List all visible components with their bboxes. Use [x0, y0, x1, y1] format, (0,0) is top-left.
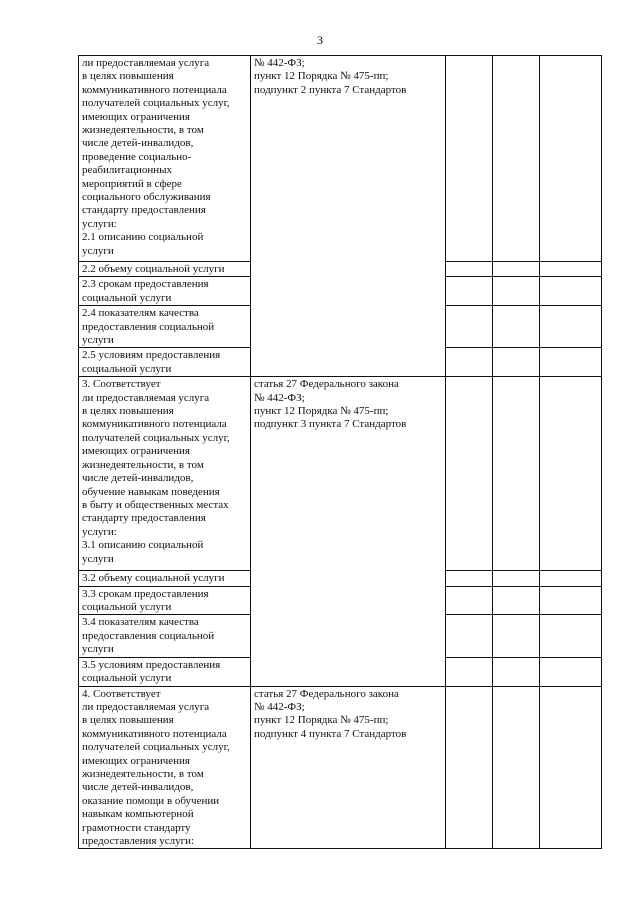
basis-line: № 442-ФЗ; — [254, 391, 305, 404]
criterion-line: услуги — [82, 552, 114, 565]
note-cell[interactable] — [540, 657, 602, 686]
answer-cell-no[interactable] — [493, 348, 540, 377]
criterion-line: имеющих ограничения — [82, 445, 190, 458]
criterion-line: услуги: — [82, 525, 117, 538]
note-cell[interactable] — [540, 686, 602, 849]
answer-cell-yes[interactable] — [446, 586, 493, 615]
criterion-cell — [79, 377, 251, 571]
criterion-line: реабилитационных — [82, 164, 173, 177]
criterion-line: 2.4 показателям качества — [82, 307, 199, 320]
criterion-line: ли предоставляемая услуга — [82, 391, 210, 404]
criterion-line: социальной услуги — [82, 362, 172, 375]
checklist-table — [78, 55, 602, 849]
basis-line: пункт 12 Порядка № 475-пп; — [254, 70, 389, 83]
criterion-line: 3.1 описанию социальной — [82, 539, 204, 552]
answer-cell-no[interactable] — [493, 262, 540, 277]
legal-basis-cell — [251, 686, 446, 849]
criterion-line: коммуникативного потенциала — [82, 83, 227, 96]
criterion-line: числе детей-инвалидов, — [82, 472, 194, 485]
table-row — [79, 377, 602, 571]
criterion-line: коммуникативного потенциала — [82, 418, 227, 431]
criterion-line: жизнедеятельности, в том — [82, 458, 204, 471]
answer-cell-no[interactable] — [493, 615, 540, 657]
page-number: 3 — [317, 33, 323, 47]
criterion-line: имеющих ограничения — [82, 754, 190, 767]
criterion-line: услуги — [82, 244, 114, 257]
answer-cell-no[interactable] — [493, 686, 540, 849]
criterion-line: 2.1 описанию социальной — [82, 231, 204, 244]
note-cell[interactable] — [540, 306, 602, 348]
criterion-line: в целях повышения — [82, 405, 174, 418]
criterion-cell — [79, 615, 251, 657]
answer-cell-yes[interactable] — [446, 262, 493, 277]
note-cell[interactable] — [540, 56, 602, 262]
answer-cell-yes[interactable] — [446, 571, 493, 586]
answer-cell-no[interactable] — [493, 586, 540, 615]
criterion-line: услуги: — [82, 217, 117, 230]
note-cell[interactable] — [540, 615, 602, 657]
criterion-line: 3.5 условиям предоставления — [82, 658, 221, 671]
criterion-line: стандарту предоставления — [82, 204, 206, 217]
answer-cell-no[interactable] — [493, 377, 540, 571]
legal-basis-cell — [251, 56, 446, 377]
basis-line: статья 27 Федерального закона — [254, 378, 399, 391]
criterion-line: 2.3 срокам предоставления — [82, 278, 209, 291]
criterion-line: 3.4 показателям качества — [82, 616, 199, 629]
note-cell[interactable] — [540, 277, 602, 306]
basis-line: статья 27 Федерального закона — [254, 687, 399, 700]
criterion-line: услуги — [82, 334, 114, 347]
criterion-line: коммуникативного потенциала — [82, 727, 227, 740]
basis-line: пункт 12 Порядка № 475-пп; — [254, 714, 389, 727]
criterion-line: 2.2 объему социальной услуги — [82, 263, 225, 275]
criterion-line: предоставления социальной — [82, 320, 215, 333]
criterion-line: 3. Соответствует — [82, 378, 161, 391]
basis-line: подпункт 3 пункта 7 Стандартов — [254, 418, 407, 431]
note-cell[interactable] — [540, 586, 602, 615]
criterion-line: числе детей-инвалидов, — [82, 137, 194, 150]
basis-line: № 442-ФЗ; — [254, 57, 305, 69]
answer-cell-no[interactable] — [493, 571, 540, 586]
criterion-line: обучение навыкам поведения — [82, 485, 220, 498]
criterion-cell — [79, 348, 251, 377]
criterion-line: социальной услуги — [82, 601, 172, 614]
criterion-line: социальной услуги — [82, 291, 172, 304]
criterion-line: грамотности стандарту — [82, 821, 191, 834]
criterion-line: жизнедеятельности, в том — [82, 767, 204, 780]
criterion-line: 3.2 объему социальной услуги — [82, 572, 225, 585]
answer-cell-yes[interactable] — [446, 348, 493, 377]
basis-line: подпункт 4 пункта 7 Стандартов — [254, 727, 407, 740]
basis-line: подпункт 2 пункта 7 Стандартов — [254, 83, 407, 96]
answer-cell-yes[interactable] — [446, 306, 493, 348]
criterion-line: 2.5 условиям предоставления — [82, 349, 221, 362]
criterion-line: получателей социальных услуг, — [82, 431, 230, 444]
criterion-line: в целях повышения — [82, 714, 174, 727]
criterion-line: ли предоставляемая услуга — [82, 57, 210, 69]
criterion-cell — [79, 277, 251, 306]
note-cell[interactable] — [540, 262, 602, 277]
criterion-line: стандарту предоставления — [82, 512, 206, 525]
criterion-line: предоставления социальной — [82, 629, 215, 642]
criterion-cell — [79, 571, 251, 586]
criterion-line: предоставления услуги: — [82, 834, 195, 847]
criterion-line: ли предоставляемая услуга — [82, 700, 210, 713]
table-row — [79, 686, 602, 849]
criterion-cell — [79, 657, 251, 686]
answer-cell-yes[interactable] — [446, 377, 493, 571]
answer-cell-yes[interactable] — [446, 615, 493, 657]
criterion-cell — [79, 686, 251, 849]
basis-line: № 442-ФЗ; — [254, 700, 305, 713]
criterion-line: получателей социальных услуг, — [82, 97, 230, 110]
criterion-line: мероприятий в сфере — [82, 177, 182, 190]
note-cell[interactable] — [540, 377, 602, 571]
criterion-line: в целях повышения — [82, 70, 174, 83]
answer-cell-yes[interactable] — [446, 56, 493, 262]
criterion-line: социальной услуги — [82, 672, 172, 685]
criterion-line: получателей социальных услуг, — [82, 741, 230, 754]
answer-cell-no[interactable] — [493, 56, 540, 262]
answer-cell-yes[interactable] — [446, 277, 493, 306]
criterion-line: числе детей-инвалидов, — [82, 781, 194, 794]
basis-line: пункт 12 Порядка № 475-пп; — [254, 405, 389, 418]
criterion-line: имеющих ограничения — [82, 110, 190, 123]
criterion-line: в быту и общественных местах — [82, 498, 229, 511]
criterion-line: 3.3 срокам предоставления — [82, 587, 209, 600]
note-cell[interactable] — [540, 571, 602, 586]
answer-cell-yes[interactable] — [446, 657, 493, 686]
answer-cell-yes[interactable] — [446, 686, 493, 849]
criterion-line: оказание помощи в обучении — [82, 794, 220, 807]
criterion-line: социального обслуживания — [82, 191, 211, 204]
answer-cell-no[interactable] — [493, 657, 540, 686]
criterion-line: 4. Соответствует — [82, 687, 161, 700]
criterion-cell — [79, 56, 251, 262]
criterion-line: услуги — [82, 643, 114, 656]
answer-cell-no[interactable] — [493, 277, 540, 306]
criterion-cell — [79, 262, 251, 277]
criterion-line: навыкам компьютерной — [82, 808, 194, 821]
answer-cell-no[interactable] — [493, 306, 540, 348]
criterion-cell — [79, 586, 251, 615]
note-cell[interactable] — [540, 348, 602, 377]
criterion-cell — [79, 306, 251, 348]
table-row — [79, 56, 602, 262]
legal-basis-cell — [251, 377, 446, 686]
criterion-line: жизнедеятельности, в том — [82, 124, 204, 137]
criterion-line: проведение социально- — [82, 150, 192, 163]
